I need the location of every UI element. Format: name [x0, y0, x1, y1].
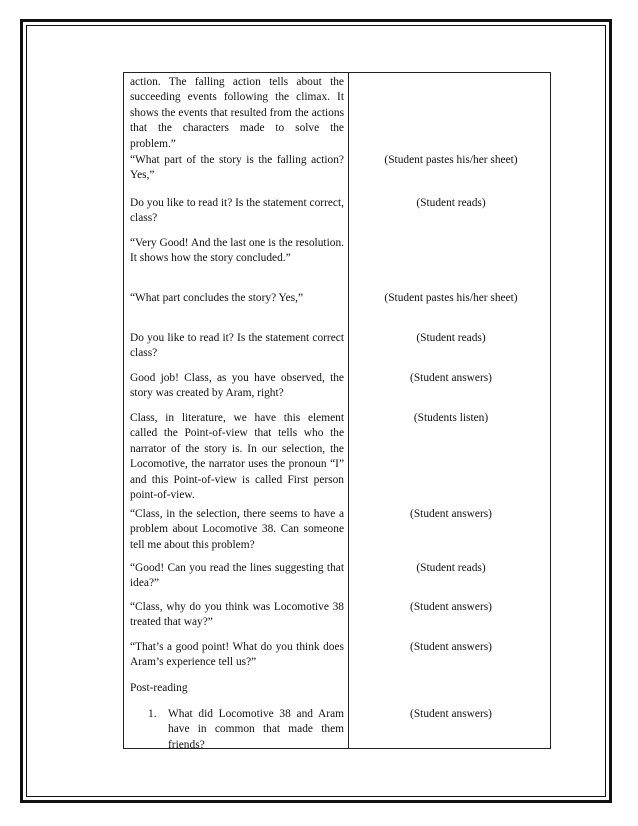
teacher-paragraph: “What part of the story is the falling action? Yes,”: [130, 154, 344, 182]
student-response: (Student reads): [416, 332, 486, 344]
teacher-paragraph: “Very Good! And the last one is the resolution. It shows how the story concluded.”: [130, 237, 344, 265]
student-response: (Student answers): [410, 372, 492, 384]
post-reading-heading: Post-reading: [130, 682, 188, 694]
teacher-paragraph: “Class, why do you think was Locomotive 38 treated that way?”: [130, 601, 344, 629]
teacher-paragraph: “Good! Can you read the lines suggesting that idea?”: [130, 562, 344, 590]
student-response: (Student answers): [410, 601, 492, 613]
teacher-paragraph: action. The falling action tells about the succeeding events following the climax. It shows the events that resulted from the actions that the characters made to solve the problem.”: [130, 76, 344, 150]
teacher-paragraph: Class, in literature, we have this element called the Point-of-view that tells who the narrator of the story is. In our selection, the Locomotive, the narrator uses the pronoun “I” and this Point-of-view is called First person point-of-view.: [130, 412, 344, 502]
student-response: (Student answers): [410, 508, 492, 520]
student-response: (Student pastes his/her sheet): [384, 154, 518, 166]
teacher-paragraph: Do you like to read it? Is the statement correct, class?: [130, 197, 344, 225]
student-response: (Student answers): [410, 708, 492, 720]
student-response: (Student pastes his/her sheet): [384, 292, 518, 304]
student-response: (Student reads): [416, 197, 486, 209]
question-text: What did Locomotive 38 and Aram have in common that made them friends?: [168, 708, 344, 751]
column-divider: [348, 72, 349, 749]
student-response: (Student answers): [410, 641, 492, 653]
teacher-paragraph: Do you like to read it? Is the statement correct class?: [130, 332, 344, 360]
teacher-paragraph: Good job! Class, as you have observed, the story was created by Aram, right?: [130, 372, 344, 400]
student-response: (Student reads): [416, 562, 486, 574]
student-response: (Students listen): [413, 412, 489, 424]
teacher-paragraph: “Class, in the selection, there seems to have a problem about Locomotive 38. Can someone tell me about this problem?: [130, 508, 344, 551]
teacher-paragraph: “What part concludes the story? Yes,”: [130, 292, 304, 304]
question-number: 1.: [148, 708, 157, 720]
teacher-paragraph: “That’s a good point! What do you think does Aram’s experience tell us?”: [130, 641, 344, 669]
